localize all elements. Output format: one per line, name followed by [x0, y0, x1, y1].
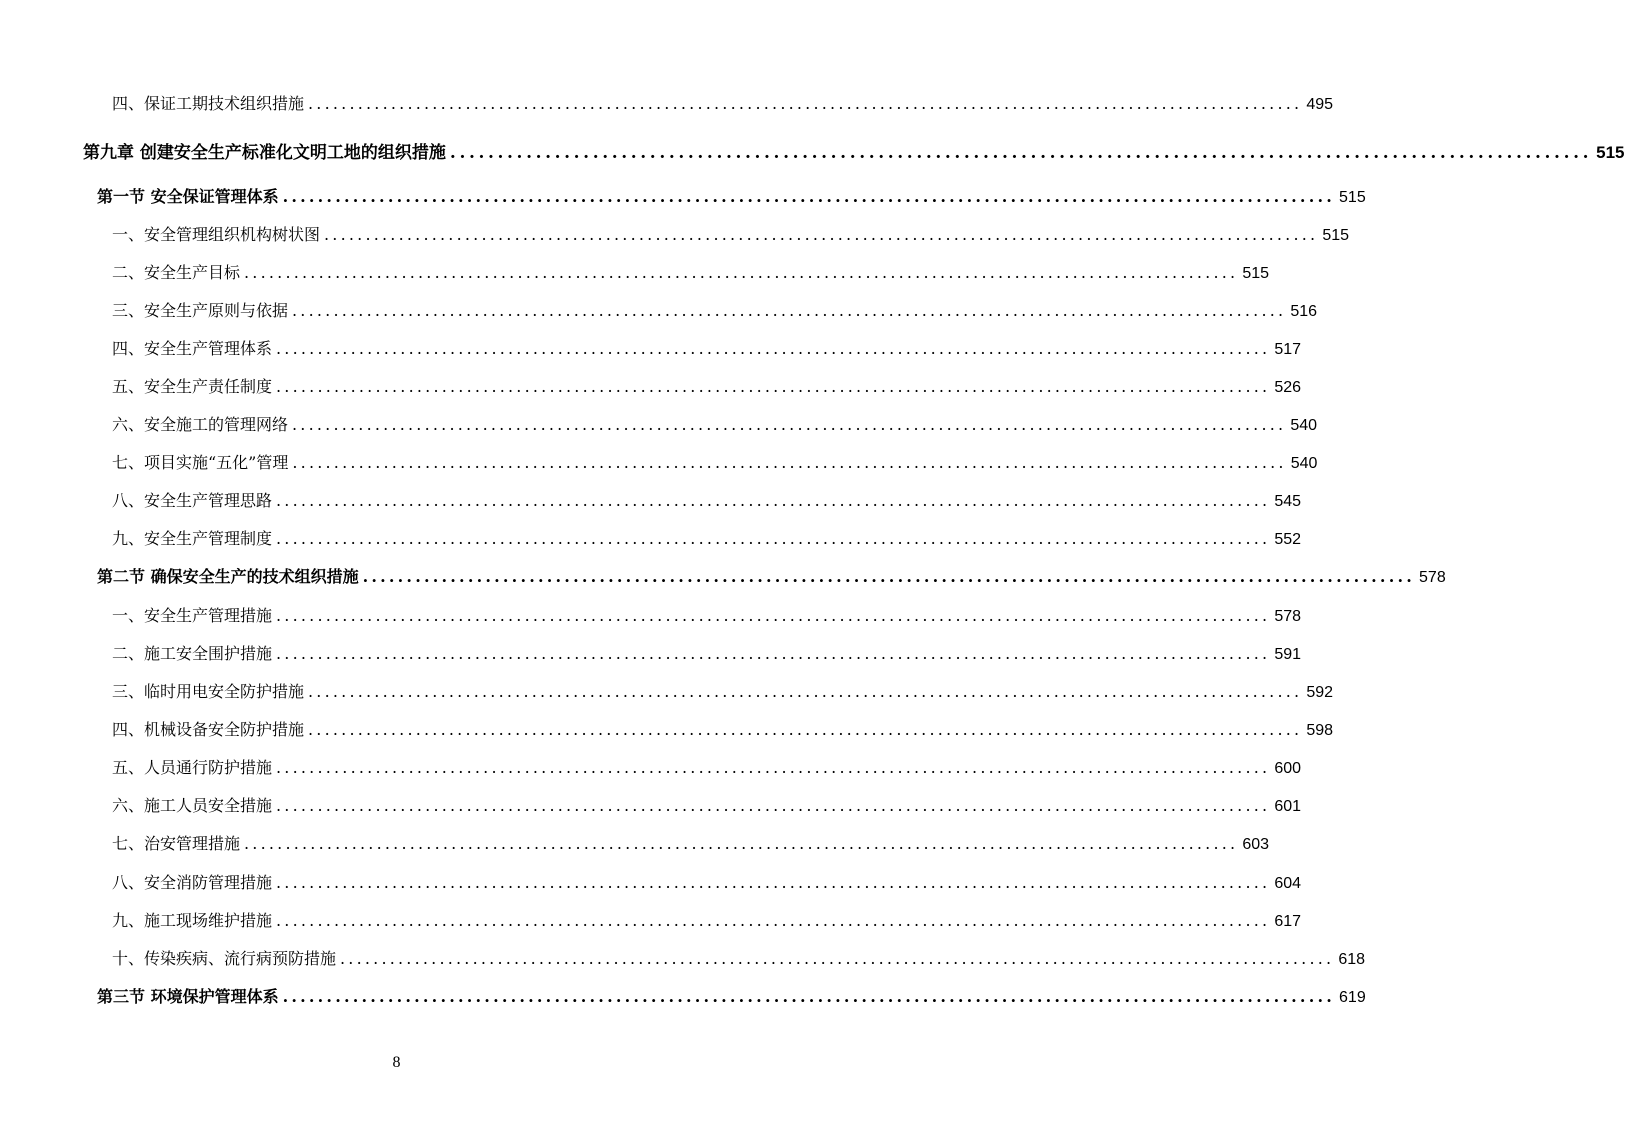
toc-leader-dots: ........................................................................................................................ — [292, 301, 1287, 320]
toc-leader-dots: ........................................................................................................................ — [282, 187, 1336, 206]
toc-entry-title: 一、安全管理组织机构树状图 — [112, 225, 321, 244]
toc-entry — [112, 793, 1302, 816]
toc-entry-title: 九、安全生产管理制度 — [112, 529, 273, 548]
toc-entry — [112, 298, 1318, 321]
toc-entry-page: 578 — [1419, 569, 1446, 586]
toc-entry-title: 七、治安管理措施 — [112, 834, 241, 853]
toc-section-entry — [97, 984, 1366, 1007]
toc-entry-page: 526 — [1274, 379, 1302, 396]
toc-entry — [112, 488, 1302, 511]
toc-entry — [112, 603, 1302, 626]
toc-entry-page: 600 — [1274, 760, 1302, 777]
toc-entry-page: 516 — [1290, 303, 1318, 320]
toc-entry-page: 517 — [1274, 341, 1302, 358]
toc-entry-page: 552 — [1274, 531, 1302, 548]
toc-entry-page: 592 — [1306, 684, 1334, 701]
toc-entry — [112, 450, 1318, 473]
toc-entry-page: 495 — [1306, 96, 1334, 113]
toc-entry-page: 515 — [1339, 189, 1366, 206]
toc-entry-page: 540 — [1290, 455, 1318, 472]
toc-leader-dots: ........................................................................................................................ — [276, 644, 1271, 663]
toc-entry — [112, 526, 1302, 549]
toc-leader-dots: ........................................................................................................................ — [308, 682, 1303, 701]
toc-leader-dots: ........................................................................................................................ — [276, 339, 1271, 358]
toc-entry-title: 三、安全生产原则与依据 — [112, 301, 289, 320]
toc-entry — [112, 91, 1334, 114]
toc-leader-dots: ........................................................................................................................ — [276, 529, 1271, 548]
toc-entry-title: 四、安全生产管理体系 — [112, 339, 273, 358]
toc-entry-title: 八、安全消防管理措施 — [112, 873, 273, 892]
toc-leader-dots: ........................................................................................................................ — [292, 415, 1287, 434]
toc-entry-title: 六、施工人员安全措施 — [112, 796, 273, 815]
toc-leader-dots: ........................................................................................................................ — [292, 453, 1287, 472]
toc-entry — [112, 831, 1270, 854]
toc-entry-page: 601 — [1274, 798, 1302, 815]
toc-entry-page: 603 — [1242, 836, 1270, 853]
toc-section-entry — [97, 564, 1446, 587]
toc-entry-page: 619 — [1339, 989, 1366, 1006]
toc-leader-dots: ........................................................................................................................ — [276, 606, 1271, 625]
page-number: 8 — [392, 1054, 401, 1071]
toc-entry-page: 545 — [1274, 493, 1302, 510]
toc-entry-title: 十、传染疾病、流行病预防措施 — [112, 949, 337, 968]
toc-entry-title: 三、临时用电安全防护措施 — [112, 682, 305, 701]
toc-entry-title: 六、安全施工的管理网络 — [112, 415, 289, 434]
toc-entry-title: 二、安全生产目标 — [112, 263, 241, 282]
toc-leader-dots: ........................................................................................................................ — [308, 94, 1303, 113]
toc-entry — [112, 412, 1318, 435]
toc-entry — [112, 641, 1302, 664]
toc-entry-title: 第一节 安全保证管理体系 — [97, 187, 279, 206]
toc-leader-dots: ........................................................................................................................ — [308, 720, 1303, 739]
toc-entry — [112, 336, 1302, 359]
toc-leader-dots: ........................................................................................................................ — [340, 949, 1335, 968]
toc-leader-dots: ........................................................................................................................ — [276, 377, 1271, 396]
toc-entry-title: 第二节 确保安全生产的技术组织措施 — [97, 567, 359, 586]
toc-entry-title: 五、人员通行防护措施 — [112, 758, 273, 777]
toc-section-entry — [97, 184, 1366, 207]
toc-entry-title: 五、安全生产责任制度 — [112, 377, 273, 396]
toc-entry-page: 598 — [1306, 722, 1334, 739]
toc-entry-title: 七、项目实施“五化”管理 — [112, 453, 289, 472]
toc-leader-dots: ........................................................................................................................ — [324, 225, 1319, 244]
toc-entry-page: 515 — [1242, 265, 1270, 282]
toc-entry — [112, 908, 1302, 931]
toc-entry-page: 515 — [1322, 227, 1350, 244]
toc-entry-page: 618 — [1338, 951, 1366, 968]
toc-entry-page: 604 — [1274, 875, 1302, 892]
toc-entry — [112, 679, 1334, 702]
toc-leader-dots: ........................................................................................................................ — [449, 143, 1593, 163]
toc-entry-title: 四、机械设备安全防护措施 — [112, 720, 305, 739]
toc-entry-page: 617 — [1274, 913, 1302, 930]
toc-entry — [112, 374, 1302, 397]
toc-leader-dots: ........................................................................................................................ — [362, 567, 1416, 586]
toc-entry-title: 二、施工安全围护措施 — [112, 644, 273, 663]
toc-leader-dots: ........................................................................................................................ — [282, 987, 1336, 1006]
toc-leader-dots: ........................................................................................................................ — [244, 263, 1239, 282]
toc-entry — [112, 222, 1350, 245]
toc-entry — [112, 870, 1302, 893]
toc-leader-dots: ........................................................................................................................ — [276, 911, 1271, 930]
toc-leader-dots: ........................................................................................................................ — [244, 834, 1239, 853]
toc-entry — [112, 946, 1366, 969]
toc-entry — [112, 717, 1334, 740]
toc-entry-page: 515 — [1596, 143, 1625, 162]
toc-leader-dots: ........................................................................................................................ — [276, 796, 1271, 815]
toc-entry-title: 八、安全生产管理思路 — [112, 491, 273, 510]
toc-entry-page: 591 — [1274, 646, 1302, 663]
toc-entry-page: 578 — [1274, 608, 1302, 625]
toc-entry-title: 第三节 环境保护管理体系 — [97, 987, 279, 1006]
toc-entry-title: 四、保证工期技术组织措施 — [112, 94, 305, 113]
toc-entry — [112, 755, 1302, 778]
toc-entry-title: 九、施工现场维护措施 — [112, 911, 273, 930]
toc-chapter-entry — [83, 138, 1625, 163]
toc-leader-dots: ........................................................................................................................ — [276, 491, 1271, 510]
toc-leader-dots: ........................................................................................................................ — [276, 758, 1271, 777]
toc-entry-page: 540 — [1290, 417, 1318, 434]
toc-leader-dots: ........................................................................................................................ — [276, 873, 1271, 892]
toc-entry-title: 一、安全生产管理措施 — [112, 606, 273, 625]
toc-entry — [112, 260, 1270, 283]
toc-entry-title: 第九章 创建安全生产标准化文明工地的组织措施 — [83, 143, 446, 163]
